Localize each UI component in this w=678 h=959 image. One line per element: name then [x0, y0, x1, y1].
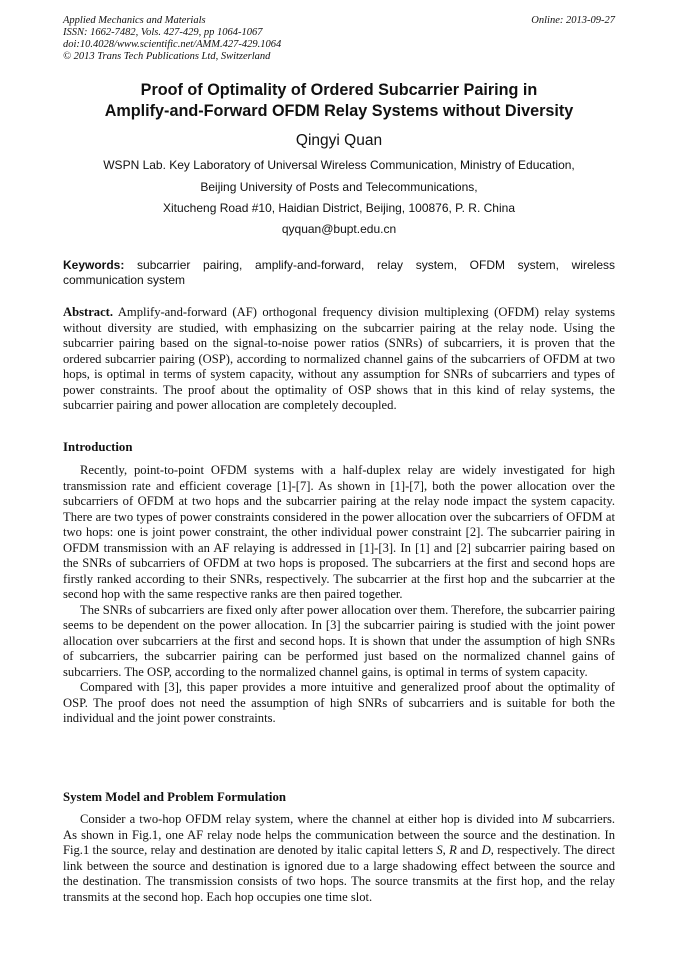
journal-name: Applied Mechanics and Materials [63, 15, 206, 26]
copyright-line: © 2013 Trans Tech Publications Ltd, Switzerland [63, 51, 271, 62]
introduction-body [63, 463, 615, 727]
system-model-heading: System Model and Problem Formulation [63, 790, 286, 804]
sm-text-a: Consider a two-hop OFDM relay system, where the channel at either hop is divided into [80, 812, 542, 826]
keywords-text: subcarrier pairing, amplify-and-forward, relay system, OFDM system, wireless communication system [63, 258, 615, 287]
sm-comma: , [442, 843, 450, 857]
symbol-s: S [436, 843, 443, 857]
running-header [63, 15, 615, 63]
symbol-r: R [449, 843, 457, 857]
title-line-1: Proof of Optimality of Ordered Subcarrier Pairing in [140, 81, 538, 99]
keywords [63, 258, 615, 287]
sm-text-b: subcarriers. As shown in Fig.1, one AF relay node helps the communication between the source and the destination. In Fig.1 the source, relay and destination are denoted by italic capital letters [63, 812, 615, 857]
introduction-heading: Introduction [63, 440, 133, 454]
system-model-body [63, 812, 615, 905]
abstract-label: Abstract. [63, 305, 114, 319]
symbol-m: M [542, 812, 553, 826]
affiliation-line-1: WSPN Lab. Key Laboratory of Universal Wireless Communication, Ministry of Education, [103, 158, 575, 172]
doi-line: doi:10.4028/www.scientific.net/AMM.427-429.1064 [63, 39, 282, 50]
author-email: qyquan@bupt.edu.cn [281, 222, 397, 236]
abstract-text: Amplify-and-forward (AF) orthogonal frequency division multiplexing (OFDM) relay systems without diversity are studied, with emphasizing on the subcarrier pairing at the relay node. Using the subcarrier pairing based on the signal-to-noise power ratios (SNRs) of subcarriers, it is proven that the ordered subcarrier pairing (OSP), according to normalized channel gains of the subcarriers of OFDM at two hops, is optimal in terms of system capacity, without any assumption for SNRs of subcarriers and types of power constraints. The proof about the optimality of OSP shows that in this kind of relay systems, the subcarrier pairing and power allocation are completely decoupled. [63, 305, 615, 412]
title-line-2: Amplify-and-Forward OFDM Relay Systems without Diversity [104, 102, 574, 120]
issn-line: ISSN: 1662-7482, Vols. 427-429, pp 1064-1067 [63, 27, 263, 38]
intro-paragraph-2: The SNRs of subcarriers are fixed only after power allocation over them. Therefore, the subcarrier pairing seems to be dependent on the power allocation. In [3] the subcarrier pairing is studied with the joint power allocation over subcarriers at the first and second hops. It is shown that under the assumption of high SNRs of subcarriers, the subcarrier pairing can be performed just based on the normalized channel gains of subcarriers. The OSP, according to the normalized channel gains, is optimal in terms of system capacity. [63, 602, 615, 679]
affiliation-line-3: Xitucheng Road #10, Haidian District, Beijing, 100876, P. R. China [163, 201, 515, 215]
intro-paragraph-3: Compared with [3], this paper provides a more intuitive and generalized proof about the optimality of OSP. The proof does not need the assumption of high SNRs of subcarriers and is suitable for both the individual and the joint power constraints. [63, 680, 615, 725]
paper-title [40, 80, 638, 122]
online-date: Online: 2013-09-27 [531, 15, 615, 26]
abstract [63, 305, 615, 414]
sm-and: and [456, 843, 482, 857]
author-name: Qingyi Quan [295, 132, 383, 149]
affiliation-line-2: Beijing University of Posts and Telecommunications, [200, 180, 478, 194]
sm-text-e: , respectively. The direct link between the source and destination is ignored due to a large shadowing effect between the source and the destination. The transmission consists of two hops. The source transmits at the first hop, and the relay transmits at the second hop. Each hop occupies one time slot. [63, 843, 616, 904]
symbol-d: D [481, 843, 491, 857]
system-model-paragraph-1 [63, 812, 615, 905]
intro-paragraph-1: Recently, point-to-point OFDM systems with a half-duplex relay are widely investigated for high transmission rate and efficient coverage [1]-[7]. As shown in [1]-[7], both the power allocation over the subcarriers of OFDM at two hops and the subcarrier pairing at the relay node impact the system capacity. There are two types of power constraints considered in the power allocation over the subcarriers of OFDM at two hops: one is joint power constraint, the other individual power constraint [2]. The subcarrier pairing in OFDM transmission with an AF relaying is addressed in [1]-[3]. In [1] and [2] subcarrier pairing based on the SNRs of subcarriers of OFDM at two hops is proposed. The subcarriers at the first and second hops are firstly ranked according to their SNRs, respectively. The subcarrier at the first hop and the subcarrier at the second hop with the same respective ranks are then paired together. [63, 463, 615, 601]
keywords-label: Keywords: [63, 258, 125, 272]
